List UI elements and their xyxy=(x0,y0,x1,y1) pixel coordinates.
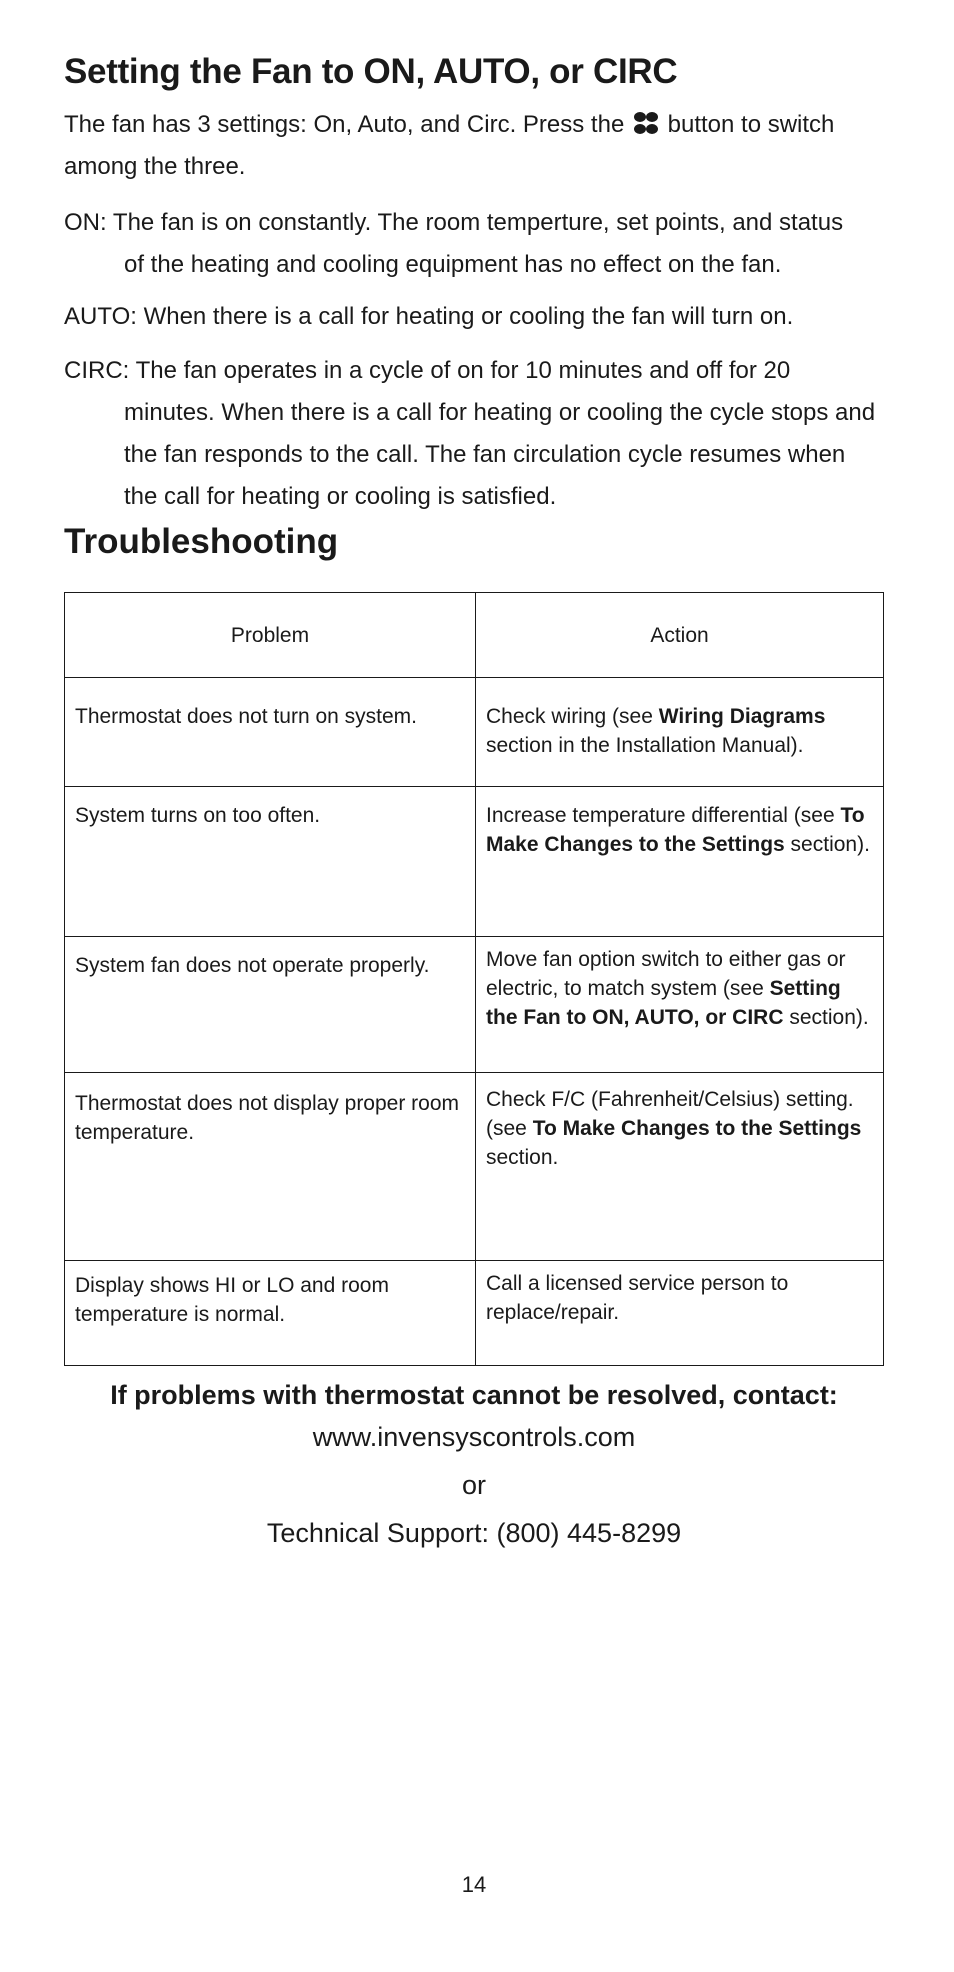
table-row xyxy=(65,1073,884,1261)
table-row xyxy=(65,678,884,787)
table-row xyxy=(65,1261,884,1366)
problem-column-header: Problem xyxy=(65,593,476,678)
fan-settings-heading: Setting the Fan to ON, AUTO, or CIRC xyxy=(64,52,678,91)
fan-intro-paragraph: The fan has 3 settings: On, Auto, and Circ. Press the button to switch among the three. xyxy=(64,104,884,188)
fan-auto-description: AUTO: When there is a call for heating or cooling the fan will turn on. xyxy=(64,303,794,330)
contact-or: or xyxy=(461,1470,486,1500)
table-row xyxy=(65,787,884,937)
problem-cell: Thermostat does not turn on system. xyxy=(75,705,417,728)
problem-cell: Display shows HI or LO and room temperature is normal. xyxy=(75,1274,389,1326)
action-column-header: Action xyxy=(476,593,884,678)
problem-cell: System turns on too often. xyxy=(75,804,321,827)
contact-heading: If problems with thermostat cannot be resolved, contact: xyxy=(110,1380,838,1410)
fan-icon xyxy=(631,108,661,134)
page-number: 14 xyxy=(461,1872,487,1897)
fan-on-description: ON: The fan is on constantly. The room temperture, set points, and status of the heating and cooling equipment has no effect on the fan. xyxy=(64,209,844,278)
problem-cell: System fan does not operate properly. xyxy=(75,954,430,977)
troubleshooting-table xyxy=(64,592,884,1366)
action-cell: Check F/C (Fahrenheit/Celsius) setting. (see To Make Changes to the Settings section. xyxy=(486,1088,862,1169)
problem-cell: Thermostat does not display proper room temperature. xyxy=(75,1092,460,1144)
action-cell: Call a licensed service person to replace/repair. xyxy=(486,1272,789,1324)
action-cell: Move fan option switch to either gas or electric, to match system (see Setting the Fan to ON, AUTO, or CIRC section). xyxy=(486,948,869,1029)
table-row xyxy=(65,937,884,1073)
action-cell: Increase temperature differential (see To Make Changes to the Settings section). xyxy=(486,804,870,856)
technical-support-phone: Technical Support: (800) 445-8299 xyxy=(266,1518,682,1548)
table-header-row xyxy=(65,593,884,678)
troubleshooting-heading: Troubleshooting xyxy=(64,522,339,561)
contact-website: www.invensyscontrols.com xyxy=(312,1422,636,1452)
action-cell: Check wiring (see Wiring Diagrams section in the Installation Manual). xyxy=(486,705,826,757)
fan-circ-description: CIRC: The fan operates in a cycle of on for 10 minutes and off for 20 minutes. When there is a call for heating or cooling the cycle stops and the fan responds to the call. The fan circulation cycle resumes when the call for heating or cooling is satisfied. xyxy=(64,357,876,510)
